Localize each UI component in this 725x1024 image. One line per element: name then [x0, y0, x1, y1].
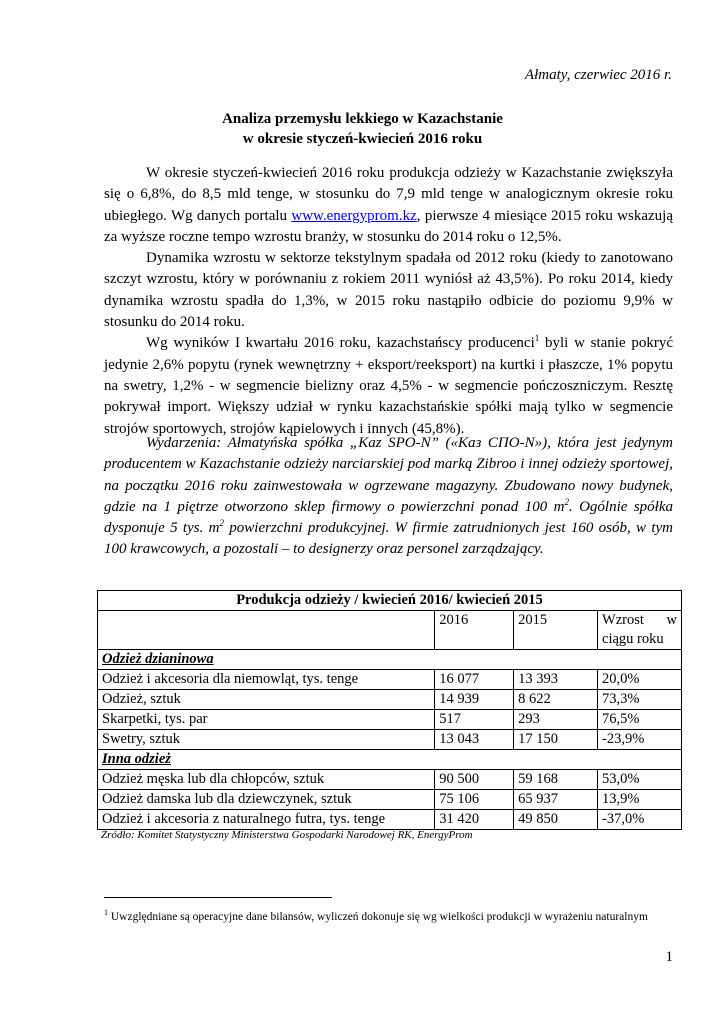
- table-header-row: [98, 611, 682, 650]
- table-row: [98, 710, 682, 730]
- table-row: [98, 810, 682, 830]
- events-text-b: . Ogólnie spółka dysponuje 5 tys. m: [104, 498, 673, 537]
- paragraph-1-text-a: W okresie styczeń-kwiecień 2016 roku produkcja odzieży w Kazachstanie zwiększyła się o 6,8%, do 8,5 mld tenge, w stosunku do 7,9 mld tenge w analogicznym okresie roku ubiegłego. Wg danych portalu: [104, 165, 673, 224]
- production-table: [97, 590, 682, 830]
- body-text: [104, 163, 673, 440]
- paragraph-1-text-b: , pierwsze 4 miesiące 2015 roku wskazują za wyższe roczne tempo wzrostu branży, w stosunku do 2014 roku o 12,5%.: [104, 207, 673, 245]
- events-paragraph: [104, 433, 673, 561]
- title-line-2: w okresie styczeń-kwiecień 2016 roku: [242, 131, 483, 147]
- row-label: Odzież męska lub dla chłopców, sztuk: [98, 770, 435, 790]
- table-row: [98, 670, 682, 690]
- header-2016: 2016: [435, 611, 514, 650]
- value-growth: 53,0%: [598, 770, 682, 790]
- row-label: Odzież damska lub dla dziewczynek, sztuk: [98, 790, 435, 810]
- value-growth: 76,5%: [598, 710, 682, 730]
- section-other: Inna odzież: [98, 750, 682, 770]
- table-title-row: [98, 591, 682, 611]
- document-title: [0, 109, 725, 149]
- value-2015: 13 393: [514, 670, 598, 690]
- table-row: [98, 730, 682, 750]
- page-number: 1: [665, 949, 673, 965]
- table-row: [98, 770, 682, 790]
- row-label: Swetry, sztuk: [98, 730, 435, 750]
- document-date: Ałmaty, czerwiec 2016 r.: [524, 67, 672, 83]
- value-growth: 20,0%: [598, 670, 682, 690]
- table-source: Źródło: Komitet Statystyczny Ministerstwa Gospodarki Narodowej RK, EnergyProm: [101, 829, 473, 841]
- paragraph-1: [104, 163, 673, 248]
- paragraph-3: [104, 333, 673, 439]
- events-text-c: powierzchni produkcyjnej. W firmie zatrudnionych jest 160 osób, w tym 100 krawcowych, a pozostali – to designerzy oraz personel zarządzający.: [104, 520, 673, 558]
- value-2016: 517: [435, 710, 514, 730]
- value-2015: 59 168: [514, 770, 598, 790]
- value-growth: -37,0%: [598, 810, 682, 830]
- paragraph-2: Dynamika wzrostu w sektorze tekstylnym spadała od 2012 roku (kiedy to zanotowano szczyt wzrostu, który w porównaniu z rokiem 2011 wyniósł aż 43,5%). Po roku 2014, kiedy dynamika wzrostu spadła do 1,3%, w 2015 roku nastąpiło odbicie do poziomu 9,9% w stosunku do 2014 roku.: [104, 250, 673, 331]
- footnote-marker: 1: [104, 908, 108, 917]
- value-2015: 49 850: [514, 810, 598, 830]
- value-growth: -23,9%: [598, 730, 682, 750]
- energyprom-link[interactable]: www.energyprom.kz: [291, 207, 417, 224]
- header-growth: Wzrost w ciągu roku: [598, 611, 682, 650]
- value-2016: 16 077: [435, 670, 514, 690]
- footnote-reference[interactable]: 1: [534, 333, 540, 344]
- value-growth: 13,9%: [598, 790, 682, 810]
- table-row: [98, 790, 682, 810]
- paragraph-3-text-b: byli w stanie pokryć jedynie 2,6% popytu (rynek wewnętrzny + eksport/reeksport) na kurtki i płaszcze, 1% popytu na swetry, 1,2% - w segmencie bielizny oraz 4,5% - w segmencie pończoszniczym. Resztę pokrywał import. Większy udział w rynku kazachstańskie spółki mają tylko w segmencie strojów sportowych, strojów kąpielowych i innych (45,8%).: [104, 335, 673, 437]
- section-row: [98, 750, 682, 770]
- row-label: Skarpetki, tys. par: [98, 710, 435, 730]
- events-text: [104, 433, 673, 561]
- value-2015: 17 150: [514, 730, 598, 750]
- value-2015: 293: [514, 710, 598, 730]
- title-line-1: Analiza przemysłu lekkiego w Kazachstanie: [222, 111, 503, 127]
- value-2015: 65 937: [514, 790, 598, 810]
- row-label: Odzież, sztuk: [98, 690, 435, 710]
- table-row: [98, 690, 682, 710]
- events-superscript-2: 2: [219, 518, 224, 529]
- footnote-text: Uwzględniane są operacyjne dane bilansów, wyliczeń dokonuje się wg wielkości produkcji w wyrażeniu naturalnym: [108, 910, 648, 923]
- value-2016: 14 939: [435, 690, 514, 710]
- section-knitwear: Odzież dzianinowa: [98, 650, 682, 670]
- value-2016: 75 106: [435, 790, 514, 810]
- value-2015: 8 622: [514, 690, 598, 710]
- value-2016: 31 420: [435, 810, 514, 830]
- paragraph-3-text-a: Wg wyników I kwartału 2016 roku, kazachstańscy producenci: [146, 335, 535, 352]
- header-2015: 2015: [514, 611, 598, 650]
- header-empty: [98, 611, 435, 650]
- footnote: [104, 905, 673, 925]
- value-2016: 13 043: [435, 730, 514, 750]
- section-row: [98, 650, 682, 670]
- events-superscript-1: 2: [564, 496, 569, 507]
- footnote-divider: [104, 897, 332, 898]
- value-2016: 90 500: [435, 770, 514, 790]
- table-title: Produkcja odzieży / kwiecień 2016/ kwiecień 2015: [98, 591, 682, 611]
- row-label: Odzież i akcesoria z naturalnego futra, tys. tenge: [98, 810, 435, 830]
- events-text-a: Wydarzenia: Ałmatyńska spółka „Kaz SPO-N” («Каз СПО-N»), która jest jedynym producentem w Kazachstanie odzieży narciarskiej pod marką Zibroo i innej odzieży sportowej, na początku 2016 roku zainwestowała w ogrzewane magazyny. Zbudowano nowy budynek, gdzie na 1 piętrze otworzono sklep firmowy o powierzchni ponad 100 m: [104, 435, 673, 515]
- row-label: Odzież i akcesoria dla niemowląt, tys. tenge: [98, 670, 435, 690]
- value-growth: 73,3%: [598, 690, 682, 710]
